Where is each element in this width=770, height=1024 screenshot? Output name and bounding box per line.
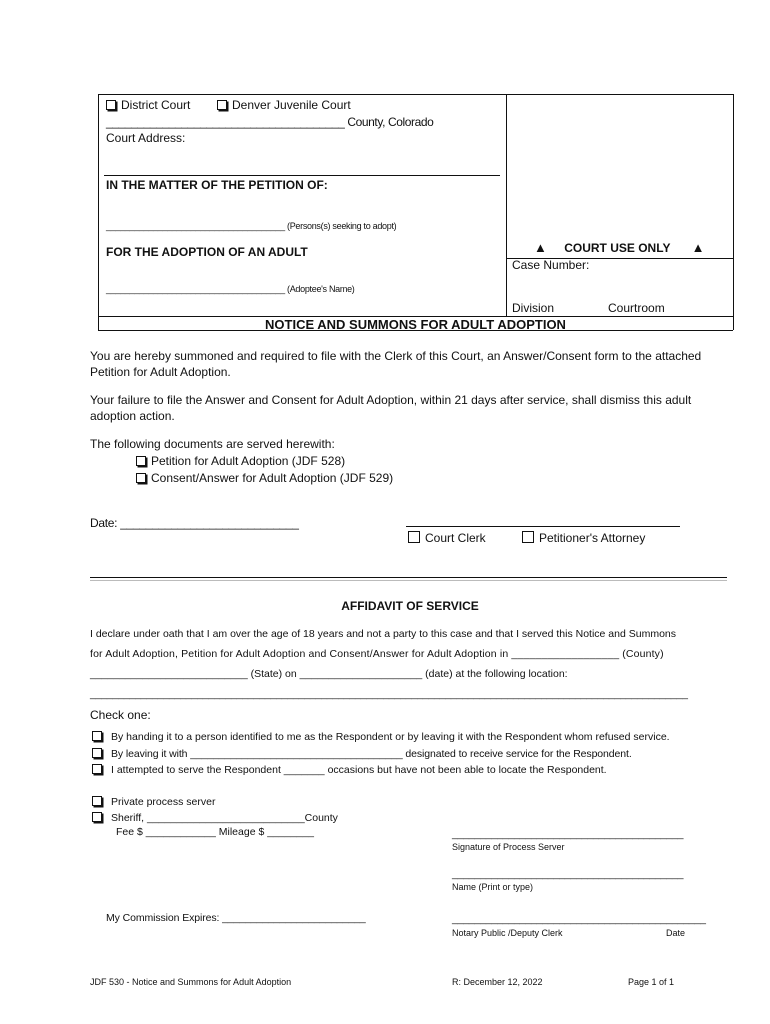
denver-juvenile-court-checkbox[interactable] (217, 100, 227, 110)
service-option-checkbox[interactable] (92, 748, 102, 758)
affidavit-line-3: ___________________________ (State) on _____________________ (date) at the following location: (90, 668, 568, 680)
form-title: NOTICE AND SUMMONS FOR ADULT ADOPTION (265, 317, 566, 332)
affidavit-line-1: I declare under oath that I am over the age of 18 years and not a party to this case and that I served this Notice and Summons (90, 628, 677, 640)
court-address-label: Court Address: (106, 131, 186, 145)
notary-signature-line[interactable]: _____________________________________________ (452, 913, 706, 925)
doc-item-label: Petition for Adult Adoption (JDF 528) (151, 454, 346, 468)
service-option-label: I attempted to serve the Respondent _______ occasions but have not been able to locate the Respondent. (111, 764, 607, 776)
courtroom-label: Courtroom (608, 301, 665, 315)
footer-page-number: Page 1 of 1 (628, 977, 675, 987)
court-use-only-label (534, 240, 704, 255)
section-divider-shadow (90, 580, 727, 581)
persons-label: (Persons(s) seeking to adopt) (287, 221, 397, 231)
persons-signature-line (106, 221, 396, 231)
affidavit-line-2: for Adult Adoption, Petition for Adult Adoption and Consent/Answer for Adult Adoption in __________________ (County) (90, 648, 664, 660)
sheriff-checkbox[interactable] (92, 812, 102, 822)
up-arrow-icon: ▲ (534, 240, 547, 255)
failure-paragraph: Your failure to file the Answer and Consent for Adult Adoption, within 21 days after service, shall dismiss this adult adoption action. (90, 393, 692, 423)
check-one-label: Check one: (90, 708, 151, 722)
summons-paragraph: You are hereby summoned and required to file with the Clerk of this Court, an Answer/Consent form to the attached Petition for Adult Adoption. (90, 349, 702, 379)
doc-checkbox[interactable] (136, 456, 146, 466)
in-the-matter-heading: IN THE MATTER OF THE PETITION OF: (106, 178, 328, 192)
service-option-checkbox[interactable] (92, 764, 102, 774)
section-divider (90, 577, 727, 578)
process-server-signature-label: Signature of Process Server (452, 842, 565, 852)
court-use-only-text: COURT USE ONLY (564, 241, 671, 255)
private-process-server-label: Private process server (111, 796, 216, 808)
district-court-checkbox[interactable] (106, 100, 116, 110)
notary-date-label: Date (666, 928, 686, 938)
for-adoption-heading: FOR THE ADOPTION OF AN ADULT (106, 245, 308, 259)
adoptee-line: ______________________________________ (106, 284, 285, 294)
service-option-label: By leaving it with _____________________________________ designated to receive service for the Respondent. (111, 748, 632, 760)
county-line: ______________________________________ County, Colorado (106, 115, 434, 129)
adoptee-signature-line (106, 284, 354, 294)
location-line[interactable]: __________________________________________________________________________________________________________ (90, 688, 688, 700)
sheriff-label: Sheriff, ___________________________County (111, 812, 338, 824)
doc-item[interactable] (136, 471, 393, 485)
documents-intro: The following documents are served herewith: (90, 437, 335, 451)
case-number-label: Case Number: (512, 258, 590, 272)
service-option[interactable] (92, 748, 632, 760)
name-print-label: Name (Print or type) (452, 882, 534, 892)
district-court-label: District Court (121, 98, 191, 112)
petitioners-attorney-option[interactable] (522, 531, 645, 545)
court-clerk-checkbox[interactable] (408, 531, 420, 543)
doc-checkbox[interactable] (136, 473, 146, 483)
division-label: Division (512, 301, 555, 315)
fee-mileage-line[interactable]: Fee $ ____________ Mileage $ ________ (116, 826, 314, 838)
court-clerk-label: Court Clerk (425, 531, 486, 545)
court-clerk-option[interactable] (408, 531, 486, 545)
process-server-signature-line[interactable]: _________________________________________ (452, 828, 684, 840)
commission-expires-line[interactable]: My Commission Expires: _________________________ (106, 912, 366, 924)
denver-juvenile-court-option[interactable] (217, 98, 351, 112)
affidavit-title: AFFIDAVIT OF SERVICE (341, 599, 479, 613)
doc-item[interactable] (136, 454, 345, 468)
notary-label: Notary Public /Deputy Clerk (452, 928, 563, 938)
service-option-label: By handing it to a person identified to me as the Respondent or by leaving it with the Respondent whom refused service. (111, 731, 670, 743)
adoptee-label: (Adoptee's Name) (287, 284, 355, 294)
private-process-server-checkbox[interactable] (92, 796, 102, 806)
footer-revision: R: December 12, 2022 (452, 977, 543, 987)
service-option[interactable] (92, 764, 607, 776)
service-option[interactable] (92, 731, 670, 743)
name-print-line[interactable]: _________________________________________ (452, 868, 684, 880)
sheriff-option[interactable] (92, 812, 338, 824)
denver-juvenile-court-label: Denver Juvenile Court (232, 98, 351, 112)
doc-item-label: Consent/Answer for Adult Adoption (JDF 529) (151, 471, 394, 485)
up-arrow-icon: ▲ (691, 240, 705, 255)
persons-line: ______________________________________ (106, 221, 285, 231)
service-option-checkbox[interactable] (92, 731, 102, 741)
clerk-signature-line (406, 526, 680, 527)
district-court-option[interactable] (106, 98, 190, 112)
private-process-server-option[interactable] (92, 796, 215, 808)
footer-form-id: JDF 530 - Notice and Summons for Adult Adoption (90, 977, 292, 987)
petitioners-attorney-checkbox[interactable] (522, 531, 534, 543)
date-field-line[interactable]: Date: ____________________________ (90, 516, 299, 530)
petitioners-attorney-label: Petitioner's Attorney (539, 531, 646, 545)
